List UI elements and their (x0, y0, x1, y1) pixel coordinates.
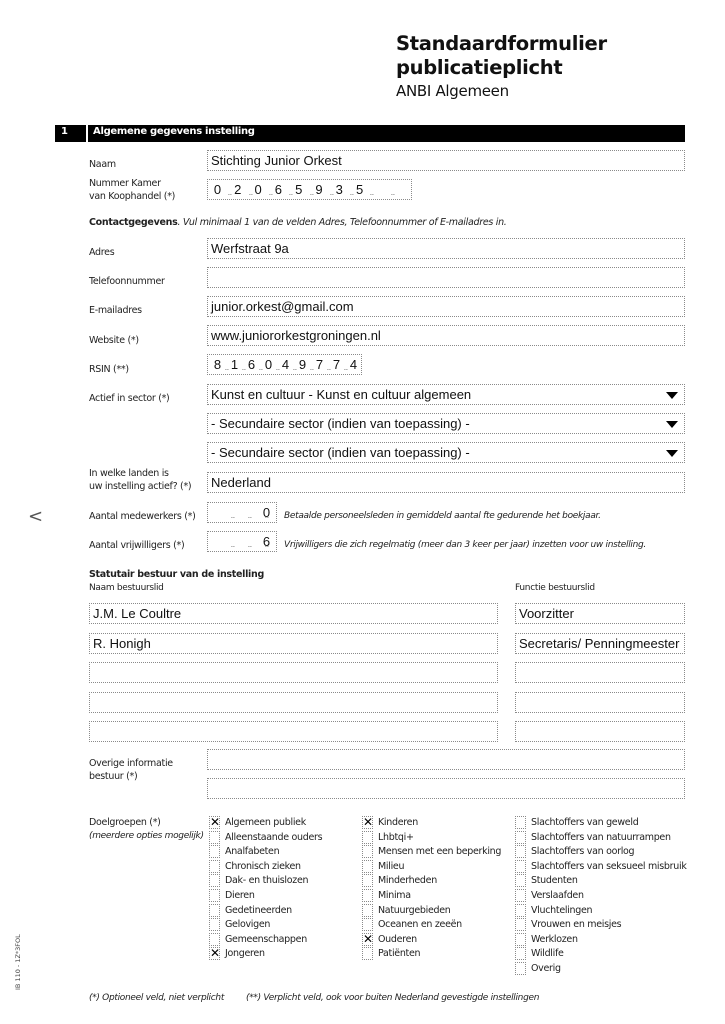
doelgroep-label: Slachtoffers van seksueel misbruik (531, 860, 687, 872)
doelgroep-label: Dieren (225, 890, 255, 901)
bestuurslid-name-input[interactable] (89, 692, 498, 713)
bestuurslid-name-input[interactable]: J.M. Le Coultre (89, 603, 498, 624)
digit-separator (275, 370, 281, 374)
section-number: 1 (61, 126, 68, 137)
doelgroep-checkbox[interactable] (515, 947, 526, 960)
digit-cell: 5 (295, 182, 303, 197)
digit-separator (369, 195, 375, 199)
doelgroep-label: Studenten (531, 875, 578, 887)
digit-separator (288, 195, 294, 199)
bestuurslid-function-input[interactable] (515, 692, 685, 713)
section-divider (86, 125, 88, 142)
doelgroep-checkbox[interactable] (362, 860, 373, 873)
digit-separator (268, 195, 274, 199)
doelgroep-checkbox[interactable] (362, 904, 373, 917)
digit-separator (248, 195, 254, 199)
doelgroep-label: Overig (531, 963, 561, 974)
doelgroep-label: Slachtoffers van oorlog (531, 846, 635, 858)
naam-label: Naam (89, 159, 116, 170)
sector-primary-select[interactable]: Kunst en cultuur - Kunst en cultuur algemeen (207, 384, 685, 405)
digit-separator (309, 370, 315, 374)
digit-separator (292, 370, 298, 374)
sector-secondary-select-1[interactable]: - Secundaire sector (indien van toepassing) - (207, 413, 685, 434)
bestuurslid-name-input[interactable] (89, 662, 498, 683)
doelgroep-label: Algemeen publiek (225, 817, 306, 828)
medewerkers-label: Aantal medewerkers (*) (89, 511, 196, 522)
doelgroep-label: Kinderen (378, 817, 418, 828)
digit-cell: 2 (234, 182, 242, 197)
digit-separator (326, 370, 332, 374)
doelgroep-checkbox[interactable] (515, 904, 526, 917)
doelgroep-label: Milieu (378, 860, 405, 872)
doelgroep-checkbox[interactable] (209, 918, 220, 931)
doelgroep-label: Chronisch zieken (225, 860, 301, 872)
bestuur-heading: Statutair bestuur van de instelling (89, 569, 264, 580)
digit-cell: 7 (332, 357, 341, 372)
digit-cell: 4 (281, 357, 290, 372)
doelgroep-label: Minima (378, 890, 411, 901)
medewerkers-value: 0 (262, 505, 271, 520)
doelgroep-checkbox[interactable] (209, 874, 220, 887)
doelgroep-checkbox[interactable] (515, 860, 526, 873)
digit-separator (227, 195, 233, 199)
doelgroep-checkbox[interactable] (515, 816, 526, 829)
bestuur-col-name: Naam bestuurslid (89, 583, 164, 593)
doelgroep-label: Werklozen (531, 933, 578, 945)
doelgroep-checkbox[interactable] (362, 889, 373, 902)
digit-cell: 0 (264, 357, 273, 372)
digit-separator (390, 195, 396, 199)
doelgroep-label: Mensen met een beperking (378, 846, 502, 858)
footnote-optional: (*) Optioneel veld, niet verplicht (89, 993, 225, 1003)
doelgroep-label: Minderheden (378, 875, 437, 887)
rsin-label: RSIN (**) (89, 364, 129, 375)
bestuur-col-function: Functie bestuurslid (515, 583, 595, 593)
doelgroep-label: Ouderen (378, 933, 417, 945)
bestuurslid-function-input[interactable]: Voorzitter (515, 603, 685, 624)
vrijwilligers-input[interactable] (207, 531, 277, 552)
doelgroep-checkbox[interactable] (515, 874, 526, 887)
rsin-input[interactable] (207, 354, 362, 375)
bestuurslid-name-input[interactable]: R. Honigh (89, 633, 498, 654)
section-header (55, 125, 685, 142)
contact-heading: Contactgegevens. Vul minimaal 1 van de velden Adres, Telefoonnummer of E-mailadres in. (89, 217, 507, 228)
digit-separator (258, 370, 264, 374)
doelgroep-checkbox[interactable] (515, 933, 526, 946)
telefoon-label: Telefoonnummer (89, 276, 165, 287)
doelgroepen-label: Doelgroepen (*) (89, 817, 161, 828)
doelgroep-label: Alleenstaande ouders (225, 831, 323, 843)
doelgroep-label: Analfabeten (225, 846, 280, 858)
vrijwilligers-note: Vrijwilligers die zich regelmatig (meer dan 3 keer per jaar) inzetten voor uw instelling. (284, 540, 646, 550)
digit-cell: 7 (315, 357, 324, 372)
doelgroep-label: Vrouwen en meisjes (531, 919, 622, 931)
digit-cell: 9 (298, 357, 307, 372)
doelgroep-label: Lhbtqi+ (378, 831, 414, 843)
doelgroep-label: Verslaafden (531, 890, 584, 901)
doelgroep-label: Vluchtelingen (531, 904, 593, 916)
email-label: E-mailadres (89, 305, 142, 316)
doelgroep-checkbox[interactable] (515, 962, 526, 975)
doelgroepen-sublabel: (meerdere opties mogelijk) (89, 831, 204, 841)
doelgroep-label: Wildlife (531, 948, 564, 960)
doelgroep-label: Gelovigen (225, 919, 271, 931)
doelgroep-checkbox[interactable] (209, 831, 220, 844)
doelgroep-checkbox[interactable] (362, 874, 373, 887)
digit-separator (241, 370, 247, 374)
doelgroep-checkbox[interactable] (515, 831, 526, 844)
doelgroep-label: Oceanen en zeeën (378, 919, 462, 931)
digit-separator (224, 370, 230, 374)
digit-cell: 1 (230, 357, 239, 372)
form-title: Standaardformulier publicatieplicht (396, 32, 607, 79)
digit-separator (349, 195, 355, 199)
digit-cell: 0 (254, 182, 262, 197)
doelgroep-label: Jongeren (225, 948, 265, 960)
doelgroep-label: Slachtoffers van geweld (531, 817, 639, 828)
doelgroep-label: Gedetineerden (225, 904, 292, 916)
doelgroep-checkbox[interactable] (209, 904, 220, 917)
digit-separator (309, 195, 315, 199)
bestuurslid-function-input[interactable]: Secretaris/ Penningmeester (515, 633, 685, 654)
footnote-required: (**) Verplicht veld, ook voor buiten Nederland gevestigde instellingen (246, 993, 540, 1003)
doelgroep-checkbox[interactable]: ✕ (363, 931, 374, 946)
overige-input-1[interactable] (207, 749, 685, 770)
previous-page-icon[interactable]: < (28, 506, 44, 527)
dropdown-arrow-icon[interactable] (666, 450, 678, 457)
sector-secondary-select-2[interactable]: - Secundaire sector (indien van toepassing) - (207, 442, 685, 463)
vrijwilligers-label: Aantal vrijwilligers (*) (89, 540, 185, 551)
naam-input[interactable]: Stichting Junior Orkest (207, 150, 685, 171)
bestuurslid-function-input[interactable] (515, 662, 685, 683)
email-input[interactable]: junior.orkest@gmail.com (207, 296, 685, 317)
kvk-number-input[interactable] (207, 179, 412, 200)
overige-label: Overige informatie bestuur (*) (89, 758, 173, 782)
digit-cell: 6 (247, 357, 256, 372)
landen-input[interactable]: Nederland (207, 472, 685, 493)
doelgroep-label: Slachtoffers van natuurrampen (531, 831, 671, 843)
doelgroep-checkbox[interactable] (209, 933, 220, 946)
doelgroep-checkbox[interactable] (362, 947, 373, 960)
doelgroep-checkbox[interactable]: ✕ (210, 946, 221, 961)
digit-cell: 3 (335, 182, 343, 197)
digit-separator (329, 195, 335, 199)
doelgroep-checkbox[interactable]: ✕ (210, 815, 221, 829)
doelgroep-checkbox[interactable] (209, 889, 220, 902)
doelgroep-checkbox[interactable] (515, 845, 526, 858)
vrijwilligers-value: 6 (262, 534, 271, 549)
doelgroep-checkbox[interactable] (515, 918, 526, 931)
digit-cell: 6 (274, 182, 282, 197)
doelgroep-label: Patiënten (378, 948, 421, 960)
doelgroep-checkbox[interactable] (209, 845, 220, 858)
landen-label: In welke landen is uw instelling actief? (*) (89, 468, 192, 492)
adres-label: Adres (89, 247, 115, 258)
telefoon-input[interactable] (207, 267, 685, 288)
website-label: Website (*) (89, 335, 139, 346)
adres-input[interactable]: Werfstraat 9a (207, 238, 685, 259)
medewerkers-input[interactable] (207, 502, 277, 523)
doelgroep-checkbox[interactable] (515, 889, 526, 902)
digit-cell: 5 (355, 182, 364, 197)
digit-cell: 9 (315, 182, 323, 197)
digit-cell: 4 (349, 357, 358, 372)
overige-input-2[interactable] (207, 778, 685, 799)
doelgroep-label: Dak- en thuislozen (225, 875, 309, 887)
digit-cell: 0 (213, 182, 222, 197)
doelgroep-checkbox[interactable] (362, 831, 373, 844)
dropdown-arrow-icon[interactable] (666, 392, 678, 399)
sector-label: Actief in sector (*) (89, 393, 170, 404)
form-code: IB 110 - 1Z*3FOL (14, 934, 22, 990)
section-title: Algemene gegevens instelling (93, 126, 255, 137)
form-subtitle: ANBI Algemeen (396, 82, 509, 100)
doelgroep-label: Gemeenschappen (225, 933, 307, 945)
bestuurslid-function-input[interactable] (515, 721, 685, 742)
doelgroep-label: Natuurgebieden (378, 904, 451, 916)
doelgroep-checkbox[interactable] (209, 860, 220, 873)
website-input[interactable]: www.juniororkestgroningen.nl (207, 325, 685, 346)
digit-separator (343, 370, 349, 374)
doelgroep-checkbox[interactable]: ✕ (363, 815, 374, 829)
kvk-label: Nummer Kamer van Koophandel (*) (89, 178, 176, 202)
doelgroep-checkbox[interactable] (362, 845, 373, 858)
bestuurslid-name-input[interactable] (89, 721, 498, 742)
doelgroep-checkbox[interactable] (362, 918, 373, 931)
digit-cell: 8 (213, 357, 222, 372)
dropdown-arrow-icon[interactable] (666, 421, 678, 428)
medewerkers-note: Betaalde personeelsleden in gemiddeld aantal fte gedurende het boekjaar. (284, 511, 601, 521)
